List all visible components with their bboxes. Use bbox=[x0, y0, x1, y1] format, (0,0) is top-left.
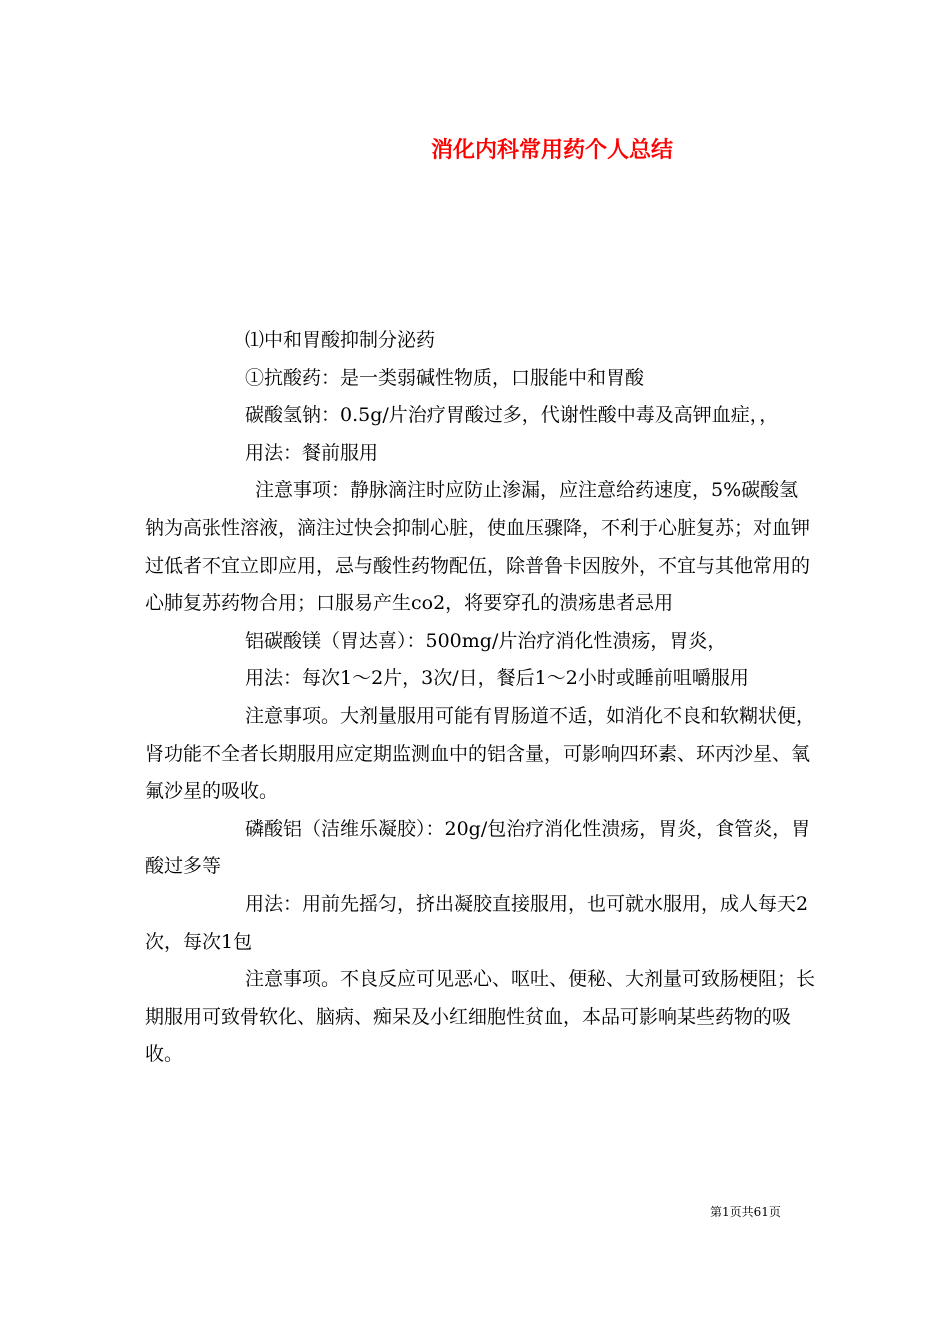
section-heading: ⑴中和胃酸抑制分泌药 bbox=[245, 329, 436, 351]
paragraph-aluminum-magnesium: 铝碳酸镁（胃达喜）：500mg/片治疗消化性溃疡，胃炎， bbox=[245, 629, 727, 652]
page-number: 第1页共61页 bbox=[710, 1205, 781, 1219]
paragraph-precautions-2: 注意事项。大剂量服用可能有胃肠道不适，如消化不良和软糊状便，肾功能不全者长期服用应定期监测血中的铝含量，可影响四环素、环丙沙星、氧氟沙星的吸收。 bbox=[145, 704, 816, 803]
subsection-heading: ①抗酸药：是一类弱碱性物质，口服能中和胃酸 bbox=[245, 366, 645, 389]
paragraph-usage-2: 用法：每次1～2片，3次/日，餐后1～2小时或睡前咀嚼服用 bbox=[245, 667, 749, 690]
document-title: 消化内科常用药个人总结 bbox=[431, 138, 674, 163]
paragraph-sodium-bicarbonate: 碳酸氢钠：0.5g/片治疗胃酸过多，代谢性酸中毒及高钾血症，， bbox=[245, 404, 779, 427]
paragraph-usage-1: 用法：餐前服用 bbox=[245, 441, 379, 464]
document-body bbox=[145, 322, 815, 1074]
paragraph-aluminum-phosphate: 磷酸铝（洁维乐凝胶）：20g/包治疗消化性溃疡，胃炎，食管炎，胃酸过多等 bbox=[145, 817, 811, 878]
paragraph-precautions-3: 注意事项。不良反应可见恶心、呕吐、便秘、大剂量可致肠梗阻；长期服用可致骨软化、脑病、痴呆及小红细胞性贫血，本品可影响某些药物的吸收。 bbox=[145, 968, 816, 1066]
paragraph-usage-3: 用法：用前先摇匀，挤出凝胶直接服用，也可就水服用，成人每天2次，每次1包 bbox=[145, 892, 809, 953]
paragraph-precautions-1: 注意事项：静脉滴注时应防止渗漏，应注意给药速度，5%碳酸氢钠为高张性溶液，滴注过快会抑制心脏，使血压骤降，不利于心脏复苏；对血钾过低者不宜立即应用，忌与酸性药物配伍，除普鲁卡因胺外，不宜与其他常用的心肺复苏药物合用；口服易产生co2，将要穿孔的溃疡患者忌用 bbox=[145, 479, 811, 615]
